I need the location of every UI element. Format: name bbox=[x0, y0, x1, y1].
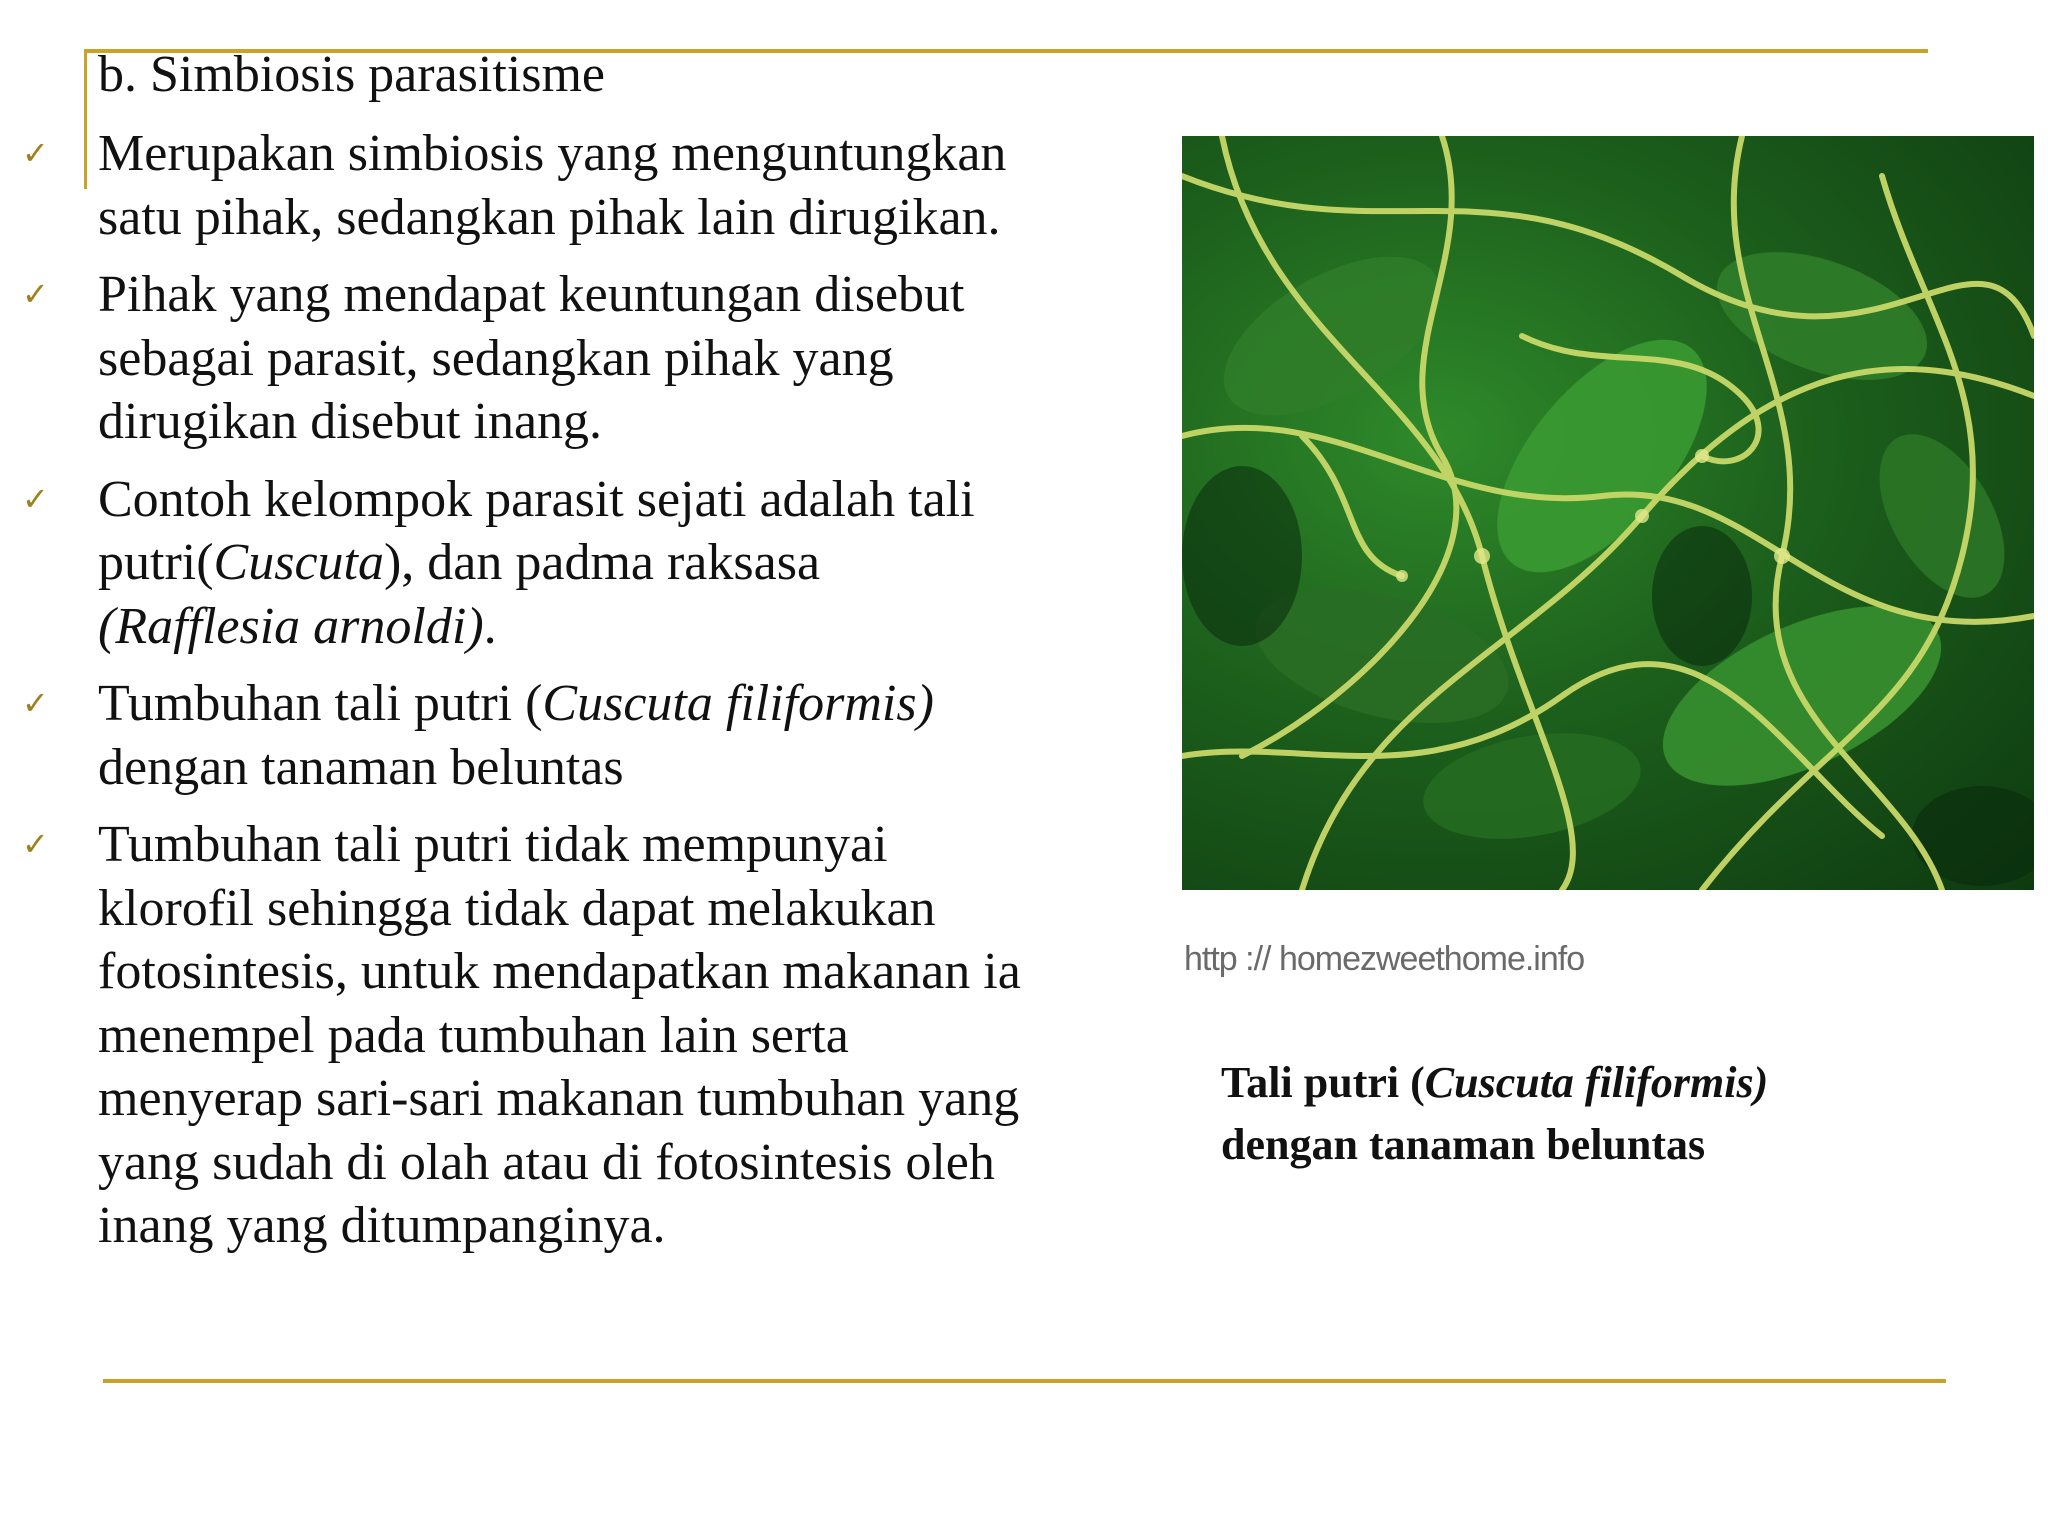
text-segment: Pihak yang mendapat keuntungan disebut bbox=[98, 266, 965, 323]
cuscuta-photo bbox=[1182, 136, 2034, 890]
text-segment: menyerap sari-sari makanan tumbuhan yang bbox=[98, 1070, 1020, 1127]
text-line bbox=[98, 877, 1120, 941]
text-line bbox=[98, 813, 1120, 877]
text-line bbox=[98, 672, 1120, 736]
text-line bbox=[98, 122, 1120, 186]
text-segment: dirugikan disebut inang. bbox=[98, 393, 603, 450]
text-line bbox=[98, 327, 1120, 391]
species-name: (Rafflesia arnoldi) bbox=[98, 597, 484, 655]
checkmark-icon: ✓ bbox=[22, 134, 49, 172]
checkmark-icon: ✓ bbox=[22, 684, 49, 722]
species-name: Cuscuta bbox=[213, 534, 384, 591]
text-segment: Tali putri ( bbox=[1221, 1058, 1425, 1107]
text-line bbox=[98, 1194, 1120, 1258]
text-line bbox=[1221, 1114, 1768, 1176]
text-segment: satu pihak, sedangkan pihak lain dirugikan. bbox=[98, 188, 1001, 246]
cuscuta-vine-illustration bbox=[1182, 136, 2034, 890]
text-line bbox=[98, 1131, 1120, 1195]
text-line bbox=[1221, 1052, 1768, 1114]
bullet-item bbox=[0, 468, 1120, 659]
text-segment: Merupakan simbiosis yang menguntungkan bbox=[98, 125, 1007, 182]
bullet-item bbox=[0, 813, 1120, 1258]
text-line bbox=[98, 595, 1120, 659]
image-caption bbox=[1221, 1052, 1768, 1176]
slide-heading: b. Simbiosis parasitisme bbox=[98, 46, 605, 103]
bullet-item bbox=[0, 672, 1120, 799]
text-line bbox=[98, 468, 1120, 532]
text-line bbox=[98, 263, 1120, 327]
checkmark-icon: ✓ bbox=[22, 275, 49, 313]
text-segment: . bbox=[483, 597, 497, 655]
checkmark-icon: ✓ bbox=[22, 479, 49, 518]
bullet-list bbox=[0, 122, 1120, 1272]
text-segment: ), dan padma raksasa bbox=[383, 534, 821, 591]
text-segment: sebagai parasit, sedangkan pihak yang bbox=[98, 329, 894, 387]
text-segment: Contoh kelompok parasit sejati adalah tali bbox=[98, 470, 975, 528]
text-line bbox=[98, 1067, 1120, 1131]
text-segment: Tumbuhan tali putri ( bbox=[98, 675, 543, 732]
text-segment: inang yang ditumpanginya. bbox=[98, 1197, 666, 1254]
text-line bbox=[98, 1004, 1120, 1068]
text-line bbox=[98, 940, 1120, 1004]
text-segment: dengan tanaman beluntas bbox=[98, 738, 624, 796]
species-name: Cuscuta filiformis) bbox=[542, 675, 934, 732]
bottom-accent-rule bbox=[103, 1379, 1946, 1383]
bullet-item bbox=[0, 122, 1120, 249]
text-segment: Tumbuhan tali putri tidak mempunyai bbox=[98, 816, 888, 873]
text-segment: klorofil sehingga tidak dapat melakukan bbox=[98, 879, 936, 937]
text-line bbox=[98, 390, 1120, 454]
image-source-url: http :// homezweethome.info bbox=[1184, 940, 1585, 978]
text-line bbox=[98, 736, 1120, 800]
text-line bbox=[98, 531, 1120, 595]
text-line bbox=[98, 186, 1120, 250]
text-segment: putri( bbox=[98, 534, 214, 591]
checkmark-icon: ✓ bbox=[22, 825, 49, 863]
bullet-item bbox=[0, 263, 1120, 454]
text-segment: yang sudah di olah atau di fotosintesis oleh bbox=[98, 1133, 995, 1191]
species-name: Cuscuta filiformis) bbox=[1424, 1058, 1769, 1107]
text-segment: menempel pada tumbuhan lain serta bbox=[98, 1006, 849, 1064]
text-segment: fotosintesis, untuk mendapatkan makanan ia bbox=[98, 943, 1021, 1000]
text-segment: dengan tanaman beluntas bbox=[1221, 1120, 1706, 1169]
